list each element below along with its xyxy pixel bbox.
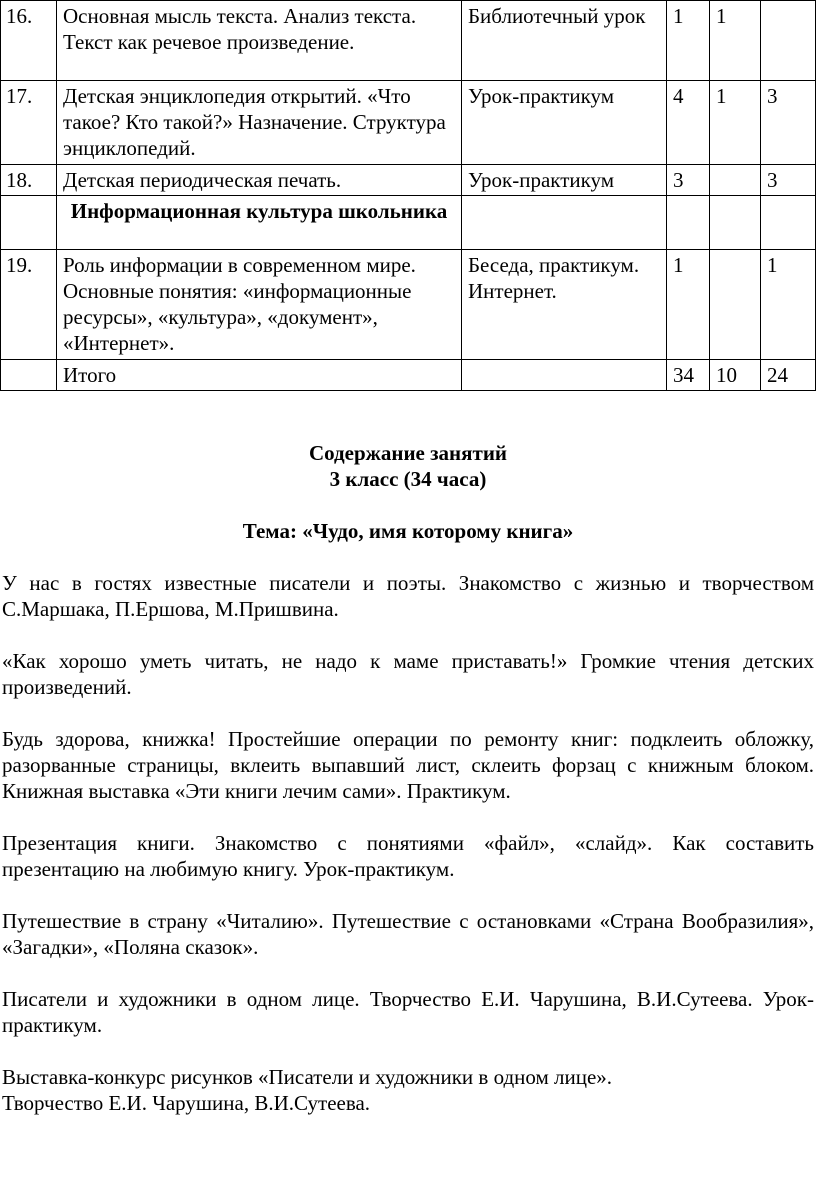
hours-practice: 3 [761,81,816,165]
lesson-form [462,196,667,250]
row-number [1,196,57,250]
lesson-title: Основная мысль текста. Анализ текста. Текст как речевое произведение. [57,1,462,81]
lesson-form: Библиотечный урок [462,1,667,81]
class-heading: 3 класс (34 часа) [329,467,487,491]
hours-total: 1 [667,1,710,81]
hours-practice: 3 [761,165,816,196]
hours-theory [710,165,761,196]
row-number: 19. [1,250,57,360]
lesson-form: Урок-практикум [462,165,667,196]
total-label: Итого [57,360,462,391]
hours-practice: 24 [761,360,816,391]
paragraph: «Как хорошо уметь читать, не надо к маме приставать!» Громкие чтения детских произведений. [2,649,814,699]
paragraph-line: Творчество Е.И. Чарушина, В.И.Сутеева. [2,1091,371,1115]
lesson-title: Детская энциклопедия открытий. «Что такое? Кто такой?» Назначение. Структура энциклопедий. [57,81,462,165]
hours-theory: 10 [710,360,761,391]
hours-theory [710,196,761,250]
table-row [1,81,816,165]
table-row [1,165,816,196]
lesson-form: Урок-практикум [462,81,667,165]
lesson-title: Роль информации в современном мире. Основные понятия: «информационные ресурсы», «культура», «документ», «Интернет». [57,250,462,360]
total-row [1,360,816,391]
paragraph: Презентация книги. Знакомство с понятиями «файл», «слайд». Как составить презентацию на любимую книгу. Урок-практикум. [2,831,814,881]
hours-practice [761,196,816,250]
row-number: 18. [1,165,57,196]
lesson-form: Беседа, практикум. Интернет. [462,250,667,360]
hours-total: 34 [667,360,710,391]
hours-theory [710,250,761,360]
table-row [1,250,816,360]
lesson-form [462,360,667,391]
row-number: 16. [1,1,57,81]
paragraph-line: Выставка-конкурс рисунков «Писатели и художники в одном лице». [2,1065,613,1089]
hours-practice [761,1,816,81]
hours-theory: 1 [710,1,761,81]
topic-heading: Тема: «Чудо, имя которому книга» [242,519,574,543]
content-section [2,440,814,1116]
hours-total: 1 [667,250,710,360]
row-number: 17. [1,81,57,165]
lesson-plan-table [0,0,816,391]
paragraph: Будь здорова, книжка! Простейшие операции по ремонту книг: подклеить обложку, разорванные страницы, вклеить выпавший лист, склеить форзац с книжным блоком. Книжная выставка «Эти книги лечим сами». Практикум. [2,727,814,803]
hours-total [667,196,710,250]
lesson-title: Детская периодическая печать. [57,165,462,196]
table-row [1,1,816,81]
section-title: Информационная культура школьника [57,196,462,250]
paragraph: Путешествие в страну «Читалию». Путешествие с остановками «Страна Вообразилия», «Загадки», «Поляна сказок». [2,909,814,959]
section-heading: Содержание занятий [308,441,508,465]
row-number [1,360,57,391]
hours-practice: 1 [761,250,816,360]
section-header-row [1,196,816,250]
paragraph: У нас в гостях известные писатели и поэты. Знакомство с жизнью и творчеством С.Маршака, П.Ершова, М.Пришвина. [2,571,814,621]
paragraph: Писатели и художники в одном лице. Творчество Е.И. Чарушина, В.И.Сутеева. Урок-практикум. [2,987,814,1037]
paragraph [2,1064,814,1116]
hours-total: 3 [667,165,710,196]
hours-total: 4 [667,81,710,165]
hours-theory: 1 [710,81,761,165]
